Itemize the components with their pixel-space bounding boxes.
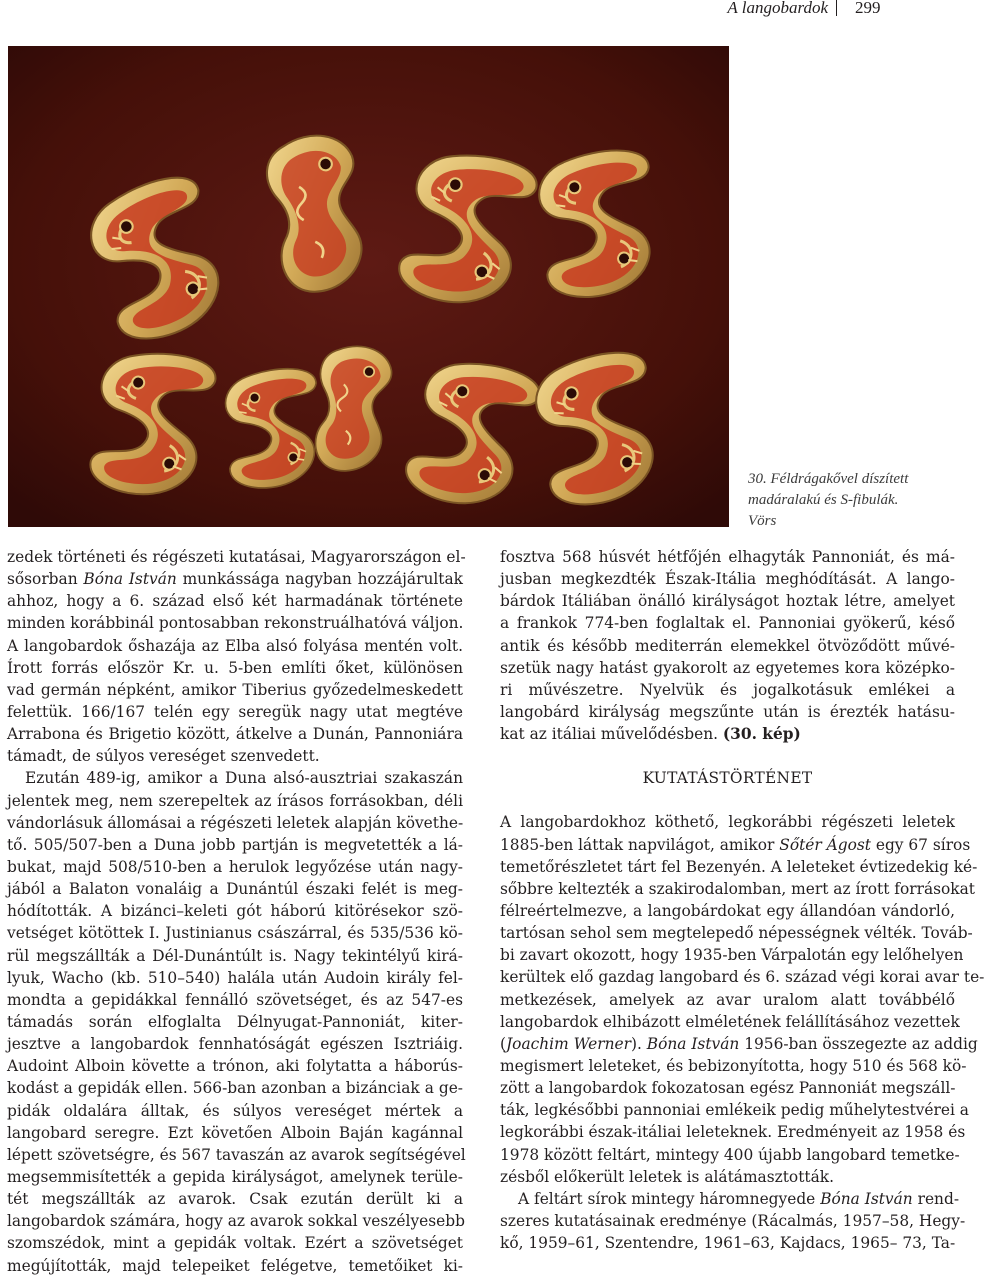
text-line: szetük nagy hatást gyakorolt az egyetemes kora középko- (500, 658, 955, 677)
text-line: langobardok számára, hogy az avarok sokkal veszélyesebb (7, 1212, 465, 1231)
text-line: Audoint Alboin követte a trónon, aki folytatta a háborús- (7, 1057, 463, 1076)
text-line: lyuk, Wacho (kb. 510–540) halála után Audoin király fel- (7, 968, 463, 987)
text-line: A feltárt sírok mintegy háromnegyede Bóna István rend- (518, 1189, 960, 1208)
author-name: Bóna István (820, 1189, 913, 1208)
text-line: jelentek meg, nem szerepeltek az írásos forrásokban, déli (7, 791, 463, 810)
text-line: Arrabona és Brigetio között, átkelve a Dunán, Pannoniára (7, 725, 463, 744)
text-line: megsemmisítették a gepida királyságot, amelynek terüle- (7, 1167, 463, 1186)
running-header (0, 0, 960, 20)
text-line: zedek történeti és régészeti kutatásai, Magyarországon el- (7, 548, 466, 566)
text-line: A langobardokhoz köthető, legkorábbi régészeti leletek (500, 813, 955, 832)
caption-line: Vörs (748, 513, 777, 529)
text-line: a frankok 774-ben foglaltak el. Pannoniai gyökerű, késő (500, 614, 955, 633)
header-divider (836, 0, 837, 16)
running-title: A langobardok (727, 0, 828, 17)
fibulae-photo (8, 46, 729, 527)
text-line: kerültek elő gazdag langobard és 6. század végi korai avar te- (500, 968, 984, 987)
text-line: metkezések, amelyek az avar uralom alatt továbbélő (500, 990, 955, 1009)
text-line: szomszédok, mint a gepidák voltak. Ezért a szövetséget (7, 1234, 463, 1253)
text-line: sőbbre keltezték a szakirodalomban, mert az írott forrásokat (500, 879, 975, 898)
text-line: tartósan sehol sem megtelepedő népességnek vélték. Továb- (500, 924, 973, 943)
person-name: Joachim Werner (506, 1034, 631, 1053)
person-name: Sőtér Ágost (779, 835, 871, 854)
text-line: megismert leleteket, és bebizonyította, hogy 510 és 568 kö- (500, 1056, 967, 1075)
text-line: felettük. 166/167 telén egy seregük nagy utat megtéve (7, 702, 463, 721)
text-line: tét megszállták az avarok. Csak ezután derült ki a (7, 1190, 463, 1209)
text-line: 1978 között feltárt, mintegy 400 újabb langobard temetke- (500, 1145, 960, 1164)
text-line: kő, 1959–61, Szentendre, 1961–63, Kajdacs, 1965– 73, Ta- (500, 1234, 956, 1253)
text-line: vetséget kötöttek I. Justinianus császárral, és 535/536 kö- (7, 924, 463, 943)
text-line: fosztva 568 húsvét hétfőjén elhagyták Pannoniát, és má- (500, 548, 955, 566)
fibulae-illustration (8, 46, 729, 527)
text-line: minden korábbinál pontosabban rekonstruálhatóvá váljon. (7, 614, 464, 633)
text-line: tő. 505/507-ben a Duna jobb partján is megvetették a lá- (7, 835, 463, 854)
text-line: rül megszállták a Dél-Dunántúlt is. Nagy tekintélyű kirá- (7, 946, 463, 965)
text-line: ri művészetre. Nyelvük és jogalkotásuk emlékei a (500, 680, 955, 699)
text-line: kodást a gepidák ellen. 566-ban azonban a bizánciak a ge- (7, 1079, 463, 1098)
text-line: jusban megkezdték Észak-Itália meghódítását. A lango- (500, 570, 955, 589)
text-line: szeres kutatásainak eredménye (Rácalmás, 1957–58, Hegy- (500, 1211, 966, 1230)
author-name: Bóna István (83, 570, 177, 589)
text-line: lépett szövetségre, és 567 tavaszán az avarok segítségével (7, 1145, 466, 1164)
text-line: temetőrészletet tárt fel Bezenyén. A leleteket évtizedekig ké- (500, 857, 978, 876)
text-line: vándorlásuk állomásai a régészeti leletek alapján követhe- (7, 813, 464, 832)
text-line: kat az itáliai művelődésben. (30. kép) (500, 725, 801, 744)
text-line: Ezután 489-ig, amikor a Duna alsó-ausztriai szakaszán (25, 769, 463, 788)
right-column (500, 546, 984, 1254)
text-line: hódították. A bizánci–keleti gót háború kitörésekor szö- (7, 902, 463, 921)
text-line: támadt, de súlyos vereséget szenvedett. (7, 747, 320, 766)
text-line: langobardok elhibázott elméletének felállításához vezettek (500, 1012, 960, 1031)
text-line: ták, legkésőbbi pannoniai emlékeik pedig műhelytestvérei a (500, 1101, 969, 1120)
text-line: támadás során elfoglalta Délnyugat-Pannoniát, kiter- (7, 1012, 463, 1031)
text-line: bi zavart okozott, hogy 1935-ben Várpalotán egy lelőhelyen (500, 946, 964, 965)
page-number: 299 (855, 0, 881, 17)
text-line: vad germán népként, amikor Tiberius győzedelmeskedett (7, 680, 463, 699)
text-line: 1885-ben láttak napvilágot, amikor Sőtér Ágost egy 67 síros (500, 835, 971, 854)
figure-reference: (30. kép) (722, 725, 801, 744)
text-line: mondta a gepidákkal fennálló szövetséget, és az 547-es (7, 990, 463, 1009)
text-line: legkorábbi észak-itáliai leleteknek. Eredményeit az 1958 és (500, 1123, 966, 1142)
author-name: Bóna István (646, 1034, 740, 1053)
text-line: A langobardok őshazája az Elba alsó folyása mentén volt. (7, 636, 463, 655)
figure-caption (748, 469, 953, 532)
text-line: jesztve a langobardok fennhatóságát egészen Isztriáig. (7, 1035, 463, 1054)
text-line: (Joachim Werner). Bóna István 1956-ban összegezte az addig (500, 1034, 978, 1053)
text-line: zésből előkerült leletek is alátámasztották. (500, 1167, 834, 1186)
section-heading: KUTATÁSTÖRTÉNET (642, 769, 813, 788)
text-line: jából a Balaton vonaláig a Dunántúl északi felét is meg- (7, 880, 463, 899)
text-line: pidák oldalára álltak, és súlyos vereséget mértek a (7, 1101, 463, 1120)
text-line: bukat, majd 508/510-ben a herulok legyőzése után nagy- (7, 857, 463, 876)
caption-line: 30. Féldrágakővel díszített (748, 471, 909, 487)
text-line: sősorban Bóna István munkássága nagyban hozzájárultak (7, 570, 463, 589)
text-line: langobárd királyság megszűnte után is érezték hatásu- (500, 702, 955, 721)
text-line: Írott forrás először Kr. u. 5-ben említi őket, különösen (7, 658, 463, 677)
caption-line: madáralakú és S-fibulák. (748, 492, 899, 508)
text-line: megújították, majd telepeiket felégetve, temetőiket ki- (7, 1256, 463, 1275)
text-line: ahhoz, hogy a 6. század első két harmadának története (7, 592, 463, 611)
text-line: antik és később mediterrán elemekkel ötvöződött művé- (500, 636, 955, 655)
text-line: félreértelmezve, a langobárdokat egy állandóan vándorló, (500, 901, 955, 920)
text-line: langobard seregre. Ezt követően Alboin Baján kagánnal (7, 1123, 463, 1142)
left-column (7, 546, 466, 1277)
text-line: bárdok Itáliában önálló királyságot hoztak létre, amelyet (500, 592, 955, 611)
text-line: zött a langobardok fokozatosan egész Pannoniát megszáll- (500, 1079, 956, 1098)
